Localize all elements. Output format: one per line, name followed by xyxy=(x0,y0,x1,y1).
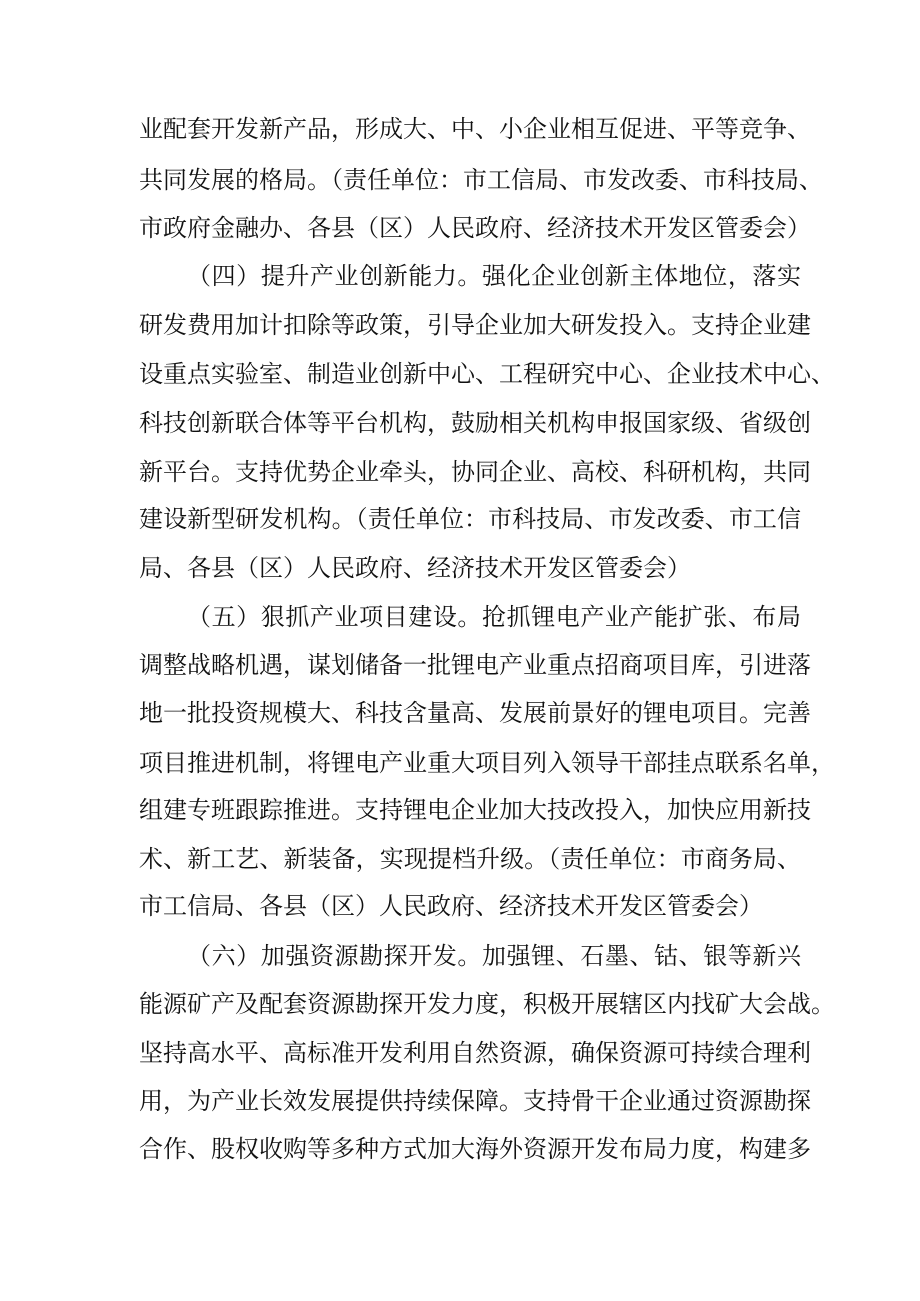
body-text-line: 调整战略机遇，谋划储备一批锂电产业重点招商项目库，引进落 xyxy=(139,651,811,679)
body-text-line: 组建专班跟踪推进。支持锂电企业加大技改投入，加快应用新技 xyxy=(139,796,811,824)
body-text-line: 建设新型研发机构。（责任单位：市科技局、市发改委、市工信 xyxy=(139,505,801,533)
body-text-line: 业配套开发新产品，形成大、中、小企业相互促进、平等竞争、 xyxy=(139,115,811,143)
body-text-line: 用，为产业长效发展提供持续保障。支持骨干企业通过资源勘探 xyxy=(139,1087,811,1115)
body-text-line: 术、新工艺、新装备，实现提档升级。（责任单位：市商务局、 xyxy=(139,845,801,873)
body-text-line: 共同发展的格局。（责任单位：市工信局、市发改委、市科技局、 xyxy=(139,166,823,194)
body-text-line: 局、各县（区）人民政府、经济技术开发区管委会） xyxy=(139,554,691,582)
paragraph-heading-line: （四）提升产业创新能力。强化企业创新主体地位，落实 xyxy=(187,262,801,290)
body-text-line: 项目推进机制，将锂电产业重大项目列入领导干部挂点联系名单， xyxy=(139,749,835,777)
body-text-line: 市政府金融办、各县（区）人民政府、经济技术开发区管委会） xyxy=(139,214,811,242)
body-text-line: 设重点实验室、制造业创新中心、工程研究中心、企业技术中心、 xyxy=(139,360,835,388)
body-text-line: 坚持高水平、高标准开发利用自然资源，确保资源可持续合理利 xyxy=(139,1039,811,1067)
body-text-line: 合作、股权收购等多种方式加大海外资源开发布局力度，构建多 xyxy=(139,1135,811,1163)
paragraph-heading-line: （五）狠抓产业项目建设。抢抓锂电产业产能扩张、布局 xyxy=(187,603,801,631)
body-text-line: 研发费用加计扣除等政策，引导企业加大研发投入。支持企业建 xyxy=(139,311,811,339)
body-text-line: 市工信局、各县（区）人民政府、经济技术开发区管委会） xyxy=(139,892,763,920)
paragraph-heading-line: （六）加强资源勘探开发。加强锂、石墨、钴、银等新兴 xyxy=(187,942,801,970)
body-text-line: 地一批投资规模大、科技含量高、发展前景好的锂电项目。完善 xyxy=(139,699,811,727)
body-text-line: 新平台。支持优势企业牵头，协同企业、高校、科研机构，共同 xyxy=(139,458,811,486)
body-text-line: 科技创新联合体等平台机构，鼓励相关机构申报国家级、省级创 xyxy=(139,409,811,437)
body-text-line: 能源矿产及配套资源勘探开发力度，积极开展辖区内找矿大会战。 xyxy=(139,990,835,1018)
